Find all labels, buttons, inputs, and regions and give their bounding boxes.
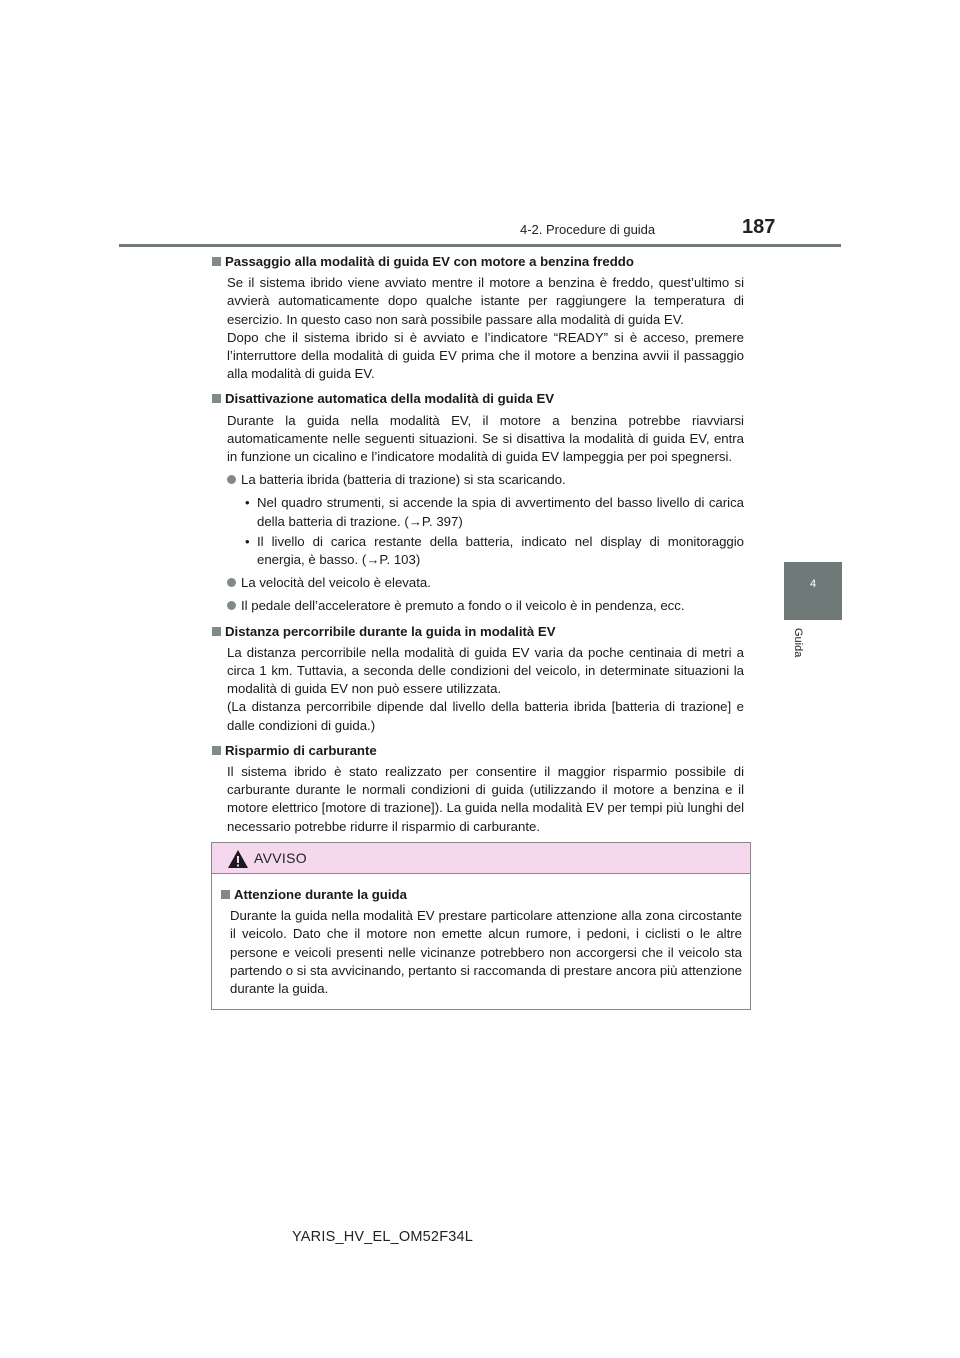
warning-body — [212, 874, 750, 998]
paragraph: Dopo che il sistema ibrido si è avviato e l’indicatore “READY” si è acceso, premere l’interruttore della modalità di guida EV prima che il motore a benzina avvii il passaggio alla modalità di guida EV. — [227, 329, 744, 382]
dot-bullet-icon: • — [245, 495, 250, 511]
section-title-text: Passaggio alla modalità di guida EV con motore a benzina freddo — [225, 254, 634, 269]
section-ev-range — [211, 623, 744, 735]
paragraph: Durante la guida nella modalità EV, il motore a benzina potrebbe riavviarsi automaticamente nelle seguenti situazioni. Se si disattiva la modalità di guida EV, entra in funzione un cicalino e l’indicatore modalità di guida EV lampeggia per poi spegnersi. — [227, 412, 744, 465]
list-item — [227, 574, 744, 592]
section-title — [211, 623, 744, 641]
warning-header — [212, 843, 750, 874]
section-title — [211, 390, 744, 408]
header-rule — [119, 244, 841, 247]
section-ev-auto-off — [211, 390, 744, 615]
dot-bullet-icon: • — [245, 533, 250, 549]
sub-list-item — [243, 533, 744, 569]
main-content — [211, 253, 744, 843]
circle-bullet-icon — [227, 578, 236, 587]
list-item-text: Il pedale dell’acceleratore è premuto a fondo o il veicolo è in pendenza, ecc. — [241, 598, 685, 614]
sub-list-item — [243, 494, 744, 530]
chapter-label-wrap — [780, 628, 804, 668]
list-item-text: La batteria ibrida (batteria di trazione) si sta scaricando. — [241, 472, 566, 488]
chapter-tab — [784, 562, 842, 620]
chapter-label: Guida — [792, 628, 804, 658]
section-title — [211, 742, 744, 760]
square-bullet-icon — [212, 394, 221, 403]
section-title-text: Distanza percorribile durante la guida in modalità EV — [225, 623, 556, 639]
square-bullet-icon — [221, 890, 230, 899]
paragraph: Il sistema ibrido è stato realizzato per consentire il maggior risparmio possibile di carburante durante le normali condizioni di guida (utilizzando il motore a benzina e il motore elettrico [motore di trazione]). La guida nella modalità EV per tempi più lunghi del necessario potrebbe ridurre il risparmio di carburante. — [227, 764, 744, 834]
paragraph: Se il sistema ibrido viene avviato mentre il motore a benzina è freddo, quest’ultimo si avvierà automaticamente dopo qualche istante per raggiungere la temperatura di esercizio. In questo caso non sarà possibile passare alla modalità di guida EV. — [227, 275, 744, 327]
warning-item-title — [220, 886, 742, 904]
paragraph: (La distanza percorribile dipende dal livello della batteria ibrida [batteria di trazione] e dalle condizioni di guida.) — [227, 699, 744, 733]
chapter-number: 4 — [809, 578, 817, 590]
warning-item-title-text: Attenzione durante la guida — [234, 887, 407, 902]
circle-bullet-icon — [227, 475, 236, 484]
warning-label: AVVISO — [254, 850, 307, 866]
list-item — [227, 471, 744, 489]
square-bullet-icon — [212, 746, 221, 755]
section-fuel-saving — [211, 742, 744, 836]
section-title-text: Disattivazione automatica della modalità di guida EV — [225, 391, 555, 407]
page-number: 187 — [742, 216, 776, 238]
sub-list-item-text: Il livello di carica restante della batteria, indicato nel display di monitoraggio energia, è basso. (→P. 103) — [257, 533, 744, 568]
sub-list-item-text: Nel quadro strumenti, si accende la spia di avvertimento del basso livello di carica della batteria di trazione. (→P. 397) — [257, 495, 744, 529]
document-code: YARIS_HV_EL_OM52F34L — [292, 1229, 474, 1245]
section-ev-cold-engine — [211, 253, 744, 383]
warning-triangle-icon — [227, 849, 249, 869]
section-title — [211, 253, 744, 271]
square-bullet-icon — [212, 627, 221, 636]
warning-box — [211, 842, 751, 1010]
header-section-title: 4-2. Procedure di guida — [520, 222, 656, 237]
warning-text: Durante la guida nella modalità EV prestare particolare attenzione alla zona circostante il veicolo. Dato che il motore non emette alcun rumore, i pedoni, i ciclisti o le altre persone e veicoli presenti nelle vicinanze potrebbero non accorgersi che il veicolo sta partendo o si sta avvicinando, pertanto si raccomanda di prestare ancora più attenzione durante la guida. — [230, 908, 742, 997]
section-title-text: Risparmio di carburante — [225, 742, 377, 758]
circle-bullet-icon — [227, 601, 236, 610]
paragraph: La distanza percorribile nella modalità di guida EV varia da poche centinaia di metri a circa 1 km. Tuttavia, a seconda delle condizioni del veicolo, in determinate situazioni la modalità di guida EV non può essere utilizzata. — [227, 644, 744, 697]
list-item — [227, 597, 744, 615]
list-item-text: La velocità del veicolo è elevata. — [241, 575, 431, 591]
square-bullet-icon — [212, 257, 221, 266]
